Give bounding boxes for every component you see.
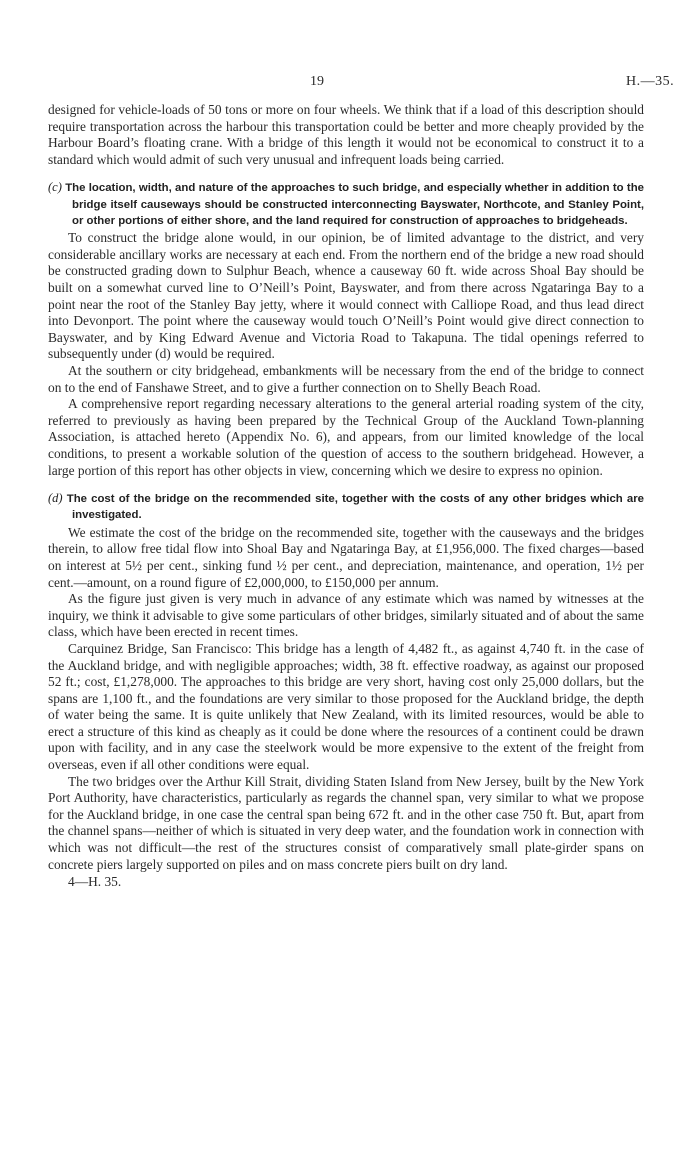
section-heading-d bbox=[48, 490, 644, 524]
heading-c-letter: (c) bbox=[48, 180, 62, 195]
heading-c-text: The location, width, and nature of the approaches to such bridge, and especially whether in addition to the bridge itself causeways should be constructed interconnecting Bayswater, Northcote, and Stanley Point, or other portions of either shore, and the land required for construction of approaches to bridgeheads. bbox=[65, 182, 645, 227]
document-reference: H.—35. bbox=[626, 74, 675, 89]
signature-mark: 4—H. 35. bbox=[68, 874, 122, 890]
paragraph-report: A comprehensive report regarding necessary alterations to the general arterial roading system of the city, referred to previously as having been prepared by the Technical Group of the Auckland Town-planning Association, is attached hereto (Appendix No. 6), and appears, from our limited knowledge of the local conditions, to present a workable solution of the question of access to the southern bridgehead. However, a large portion of this report has other objects in view, concerning which we desire to express no opinion. bbox=[48, 396, 644, 478]
section-heading-c bbox=[48, 179, 644, 229]
paragraph-cost-estimate: We estimate the cost of the bridge on the recommended site, together with the causeways and the bridges therein, to allow free tidal flow into Shoal Bay and Ngataringa Bay, at £1,956,000. The fixed charges—based on interest at 5½ per cent., sinking fund ½ per cent., and depreciation, maintenance, and operation, 1½ per cent.—amount, on a round figure of £2,000,000, to £150,000 per annum. bbox=[48, 524, 644, 590]
document-body bbox=[48, 102, 644, 891]
paragraph-approaches: To construct the bridge alone would, in our opinion, be of limited advantage to the district, and very considerable ancillary works are necessary at each end. From the northern end of the bridge a new road should be constructed grading down to Sulphur Beach, whence a causeway 60 ft. wide across Shoal Bay should be built on a somewhat curved line to O’Neill’s Point, Bayswater, and from there across Ngataringa Bay to a point near the root of the Stanley Bay jetty, where it would connect with Calliope Road, and thus lead direct into Devonport. The point where the causeway would touch O’Neill’s Point would give direct connection to Bayswater, and by King Edward Avenue and Victoria Road to Takapuna. The tidal openings referred to subsequently under (d) would be required. bbox=[48, 230, 644, 362]
page-number: 19 bbox=[310, 74, 324, 89]
paragraph-southern-bridgehead: At the southern or city bridgehead, embankments will be necessary from the end of the bridge to connect on to the end of Fanshawe Street, and to give a further connection on to Shelly Beach Road. bbox=[48, 363, 644, 395]
page-header bbox=[0, 74, 700, 94]
heading-d-text: The cost of the bridge on the recommended site, together with the costs of any other bridges which are investigated. bbox=[66, 493, 644, 522]
heading-d-letter: (d) bbox=[48, 491, 63, 506]
paragraph-carquinez: Carquinez Bridge, San Francisco: This bridge has a length of 4,482 ft., as against 4,740 ft. in the case of the Auckland bridge, and with negligible approaches; width, 38 ft. effective roadway, as against our proposed 52 ft.; cost, £1,278,000. The approaches to this bridge are very short, having cost only 25,000 dollars, but the spans are 1,100 ft., and the foundations are very similar to those proposed for the Auckland bridge, the depth of water being the same. It is quite unlikely that New Zealand, with its limited resources, would be able to erect a structure of this kind as cheaply as it could be done where the resources of a continent could be drawn upon with facility, and in any case the steelwork would be more expensive to the extent of the freight from overseas, even if all other conditions were equal. bbox=[48, 640, 644, 773]
paragraph-arthur-kill: The two bridges over the Arthur Kill Strait, dividing Staten Island from New Jersey, built by the New York Port Authority, have characteristics, particularly as regards the channel span, very similar to what we propose for the Auckland bridge, in one case the central span being 672 ft. and in the other case 750 ft. But, apart from the channel spans—neither of which is situated in very deep water, and the foundation work in connection with which was not difficult—the rest of the structures consist of comparatively small plate-girder spans on concrete piers largely supported on piles and on mass concrete piers built on dry land. bbox=[48, 773, 644, 872]
paragraph-other-bridges: As the figure just given is very much in advance of any estimate which was named by witnesses at the inquiry, we think it advisable to give some particulars of other bridges, similarly situated and of about the same class, which have been erected in recent times. bbox=[48, 591, 644, 640]
paragraph-continued: designed for vehicle-loads of 50 tons or more on four wheels. We think that if a load of this description should require transportation across the harbour this transportation could be better and more cheaply provided by the Harbour Board’s floating crane. With a bridge of this length it would not be economical to construct it to a standard which would admit of such very unusual and infrequent loads being carried. bbox=[48, 102, 644, 167]
